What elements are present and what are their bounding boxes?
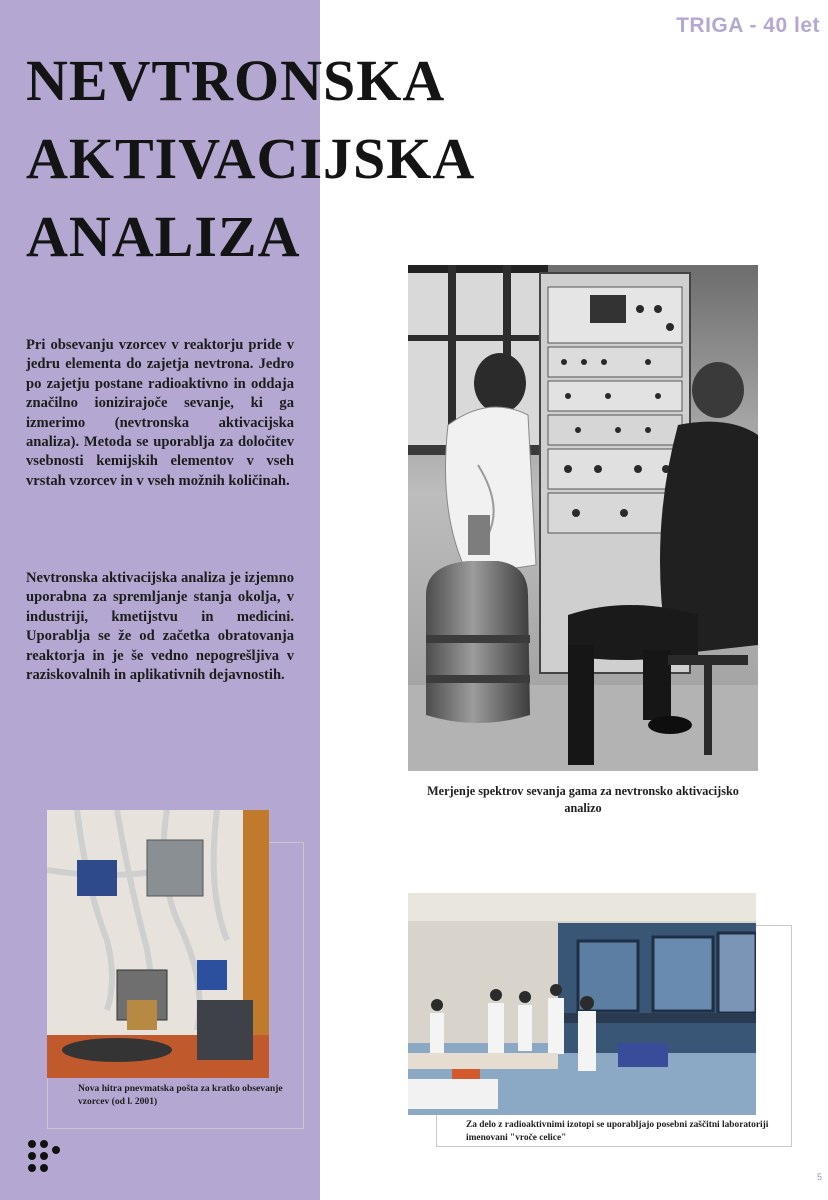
photo-pneumatic-post [47,810,269,1078]
main-photo-caption: Merjenje spektrov sevanja gama za nevtronsko aktivacijsko analizo [427,784,739,815]
title-line-3: ANALIZA [26,204,301,269]
body-paragraph-1: Pri obsevanju vzorcev v reaktorju pride v jedru elementa do zajetja nevtrona. Jedro po zajetju postane radioaktivno in oddaja značilno ionizirajoče sevanje, ki ga izmerimo (nevtronska aktivacijska analiza). Metoda se uporablja za določitev vsebnosti kemijskih elementov v vseh vrstah vzorcev in v vseh možnih količinah. [26,337,294,489]
pneumatic-photo-caption: Nova hitra pnevmatska pošta za kratko obsevanje vzorcev (od l. 2001) [78,1083,283,1107]
photo-hot-cells [408,893,756,1115]
header-tag: TRIGA - 40 let [676,14,820,37]
hotcells-photo-caption: Za delo z radioaktivnimi izotopi se uporabljajo posebni zaščitni laboratoriji imenovani "vroče celice" [466,1120,769,1143]
photo-lab-measurement [408,265,758,771]
title-line-1: NEVTRONSKA [26,48,446,113]
ijs-logo-dots-icon [26,1138,62,1174]
page-number: 5 [816,1172,822,1182]
page-title [26,42,475,276]
title-line-2: AKTIVACIJSKA [26,126,476,191]
body-paragraph-2: Nevtronska aktivacijska analiza je izjemno uporabna za spremljanje stanja okolja, v industriji, kmetijstvu in medicini. Uporablja se že od začetka obratovanja reaktorja in je še vedno nepogrešljiva v raziskovalnih in aplikativnih dejavnostih. [26,570,294,684]
